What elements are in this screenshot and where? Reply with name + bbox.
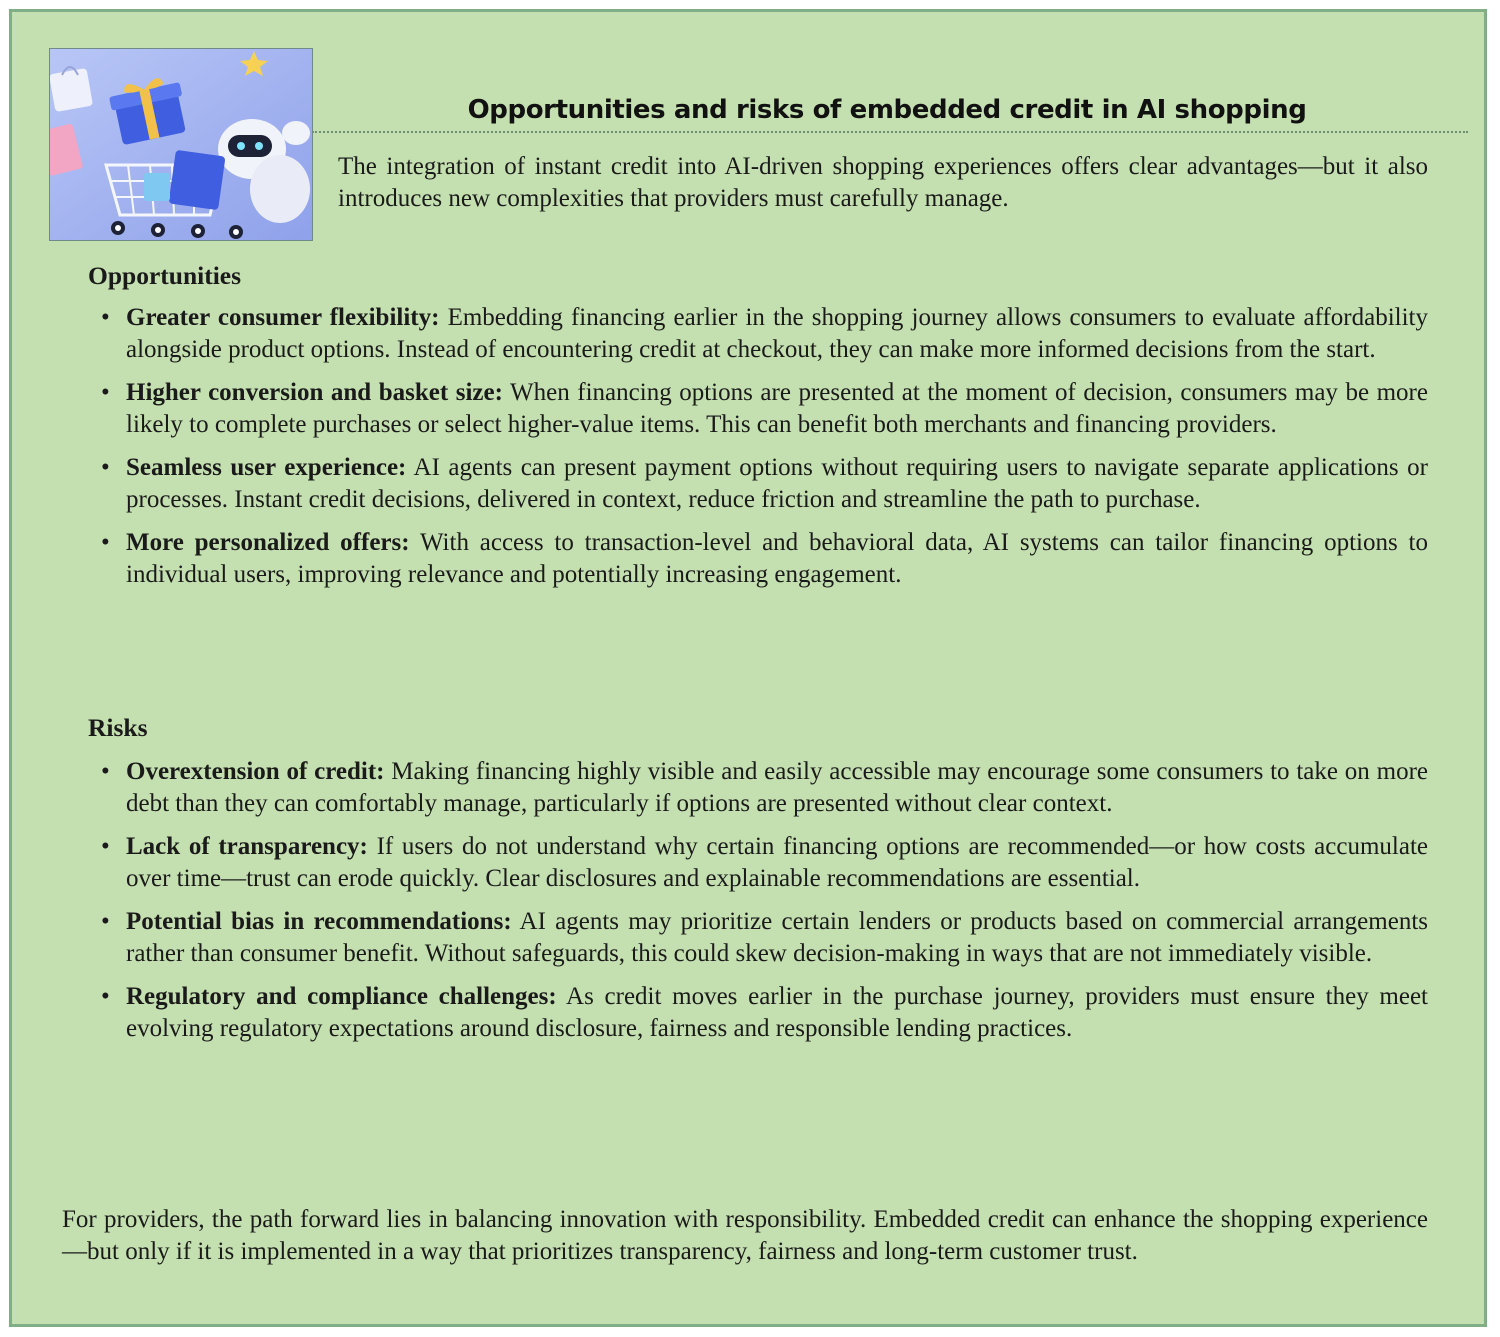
item-text: Making financing highly visible and easily accessible may encourage some consumers to take on more debt than they can comfortably manage, particularly if options are presented without clear context. (126, 758, 1428, 817)
item-text: As credit moves earlier in the purchase journey, providers must ensure they meet evolving regulatory expectations around disclosure, fairness and responsible lending practices. (126, 983, 1428, 1042)
box-title: Opportunities and risks of embedded credit in AI shopping (467, 95, 1307, 125)
list-item (126, 527, 1428, 590)
item-text: If users do not understand why certain financing options are recommended—or how costs accumulate over time—trust can erode quickly. Clear disclosures and explainable recommendations are essential. (126, 833, 1429, 892)
intro-paragraph: The integration of instant credit into AI-driven shopping experiences offers clear advantages—but it also introduces new complexities that providers must carefully manage. (338, 153, 1428, 212)
item-term: Potential bias in recommendations: (126, 908, 512, 935)
item-text: With access to transaction-level and behavioral data, AI systems can tailor financing options to individual users, improving relevance and potentially increasing engagement. (126, 529, 1428, 588)
shopping-robot-illustration (49, 48, 313, 241)
item-term: Lack of transparency: (126, 833, 368, 860)
item-text: AI agents can present payment options without requiring users to navigate separate applications or processes. Instant credit decisions, delivered in context, reduce friction and streamline the path to purchase. (126, 454, 1428, 513)
dotted-divider (312, 131, 1468, 133)
list-item (126, 302, 1428, 365)
list-item (126, 906, 1428, 969)
risks-list (126, 756, 1428, 1056)
list-item (126, 377, 1428, 440)
item-term: Seamless user experience: (126, 454, 407, 481)
list-item (126, 831, 1428, 894)
opportunities-list (126, 302, 1428, 602)
opportunities-heading: Opportunities (88, 261, 242, 290)
item-term: Regulatory and compliance challenges: (126, 983, 557, 1010)
risks-heading: Risks (88, 713, 148, 742)
list-item (126, 981, 1428, 1044)
list-item (126, 452, 1428, 515)
shopping-bag-icon (50, 67, 93, 112)
item-text: AI agents may prioritize certain lenders or products based on commercial arrangements rather than consumer benefit. Without safeguards, this could skew decision-making in ways that are not immediately visible. (126, 908, 1428, 967)
closing-paragraph: For providers, the path forward lies in balancing innovation with responsibility. Embedded credit can enhance the shopping experience—but only if it is implemented in a way that prioritizes transparency, fairness and long-term customer trust. (62, 1206, 1428, 1265)
list-item (126, 756, 1428, 819)
item-term: Higher conversion and basket size: (126, 379, 503, 406)
item-term: More personalized offers: (126, 529, 410, 556)
item-text: When financing options are presented at the moment of decision, consumers may be more likely to complete purchases or select higher-value items. This can benefit both merchants and financing providers. (126, 379, 1428, 438)
item-term: Greater consumer flexibility: (126, 304, 440, 331)
sidebar-box (9, 9, 1487, 1327)
item-text: Embedding financing earlier in the shopping journey allows consumers to evaluate affordability alongside product options. Instead of encountering credit at checkout, they can make more informed decisions from the start. (126, 304, 1429, 363)
item-term: Overextension of credit: (126, 758, 385, 785)
